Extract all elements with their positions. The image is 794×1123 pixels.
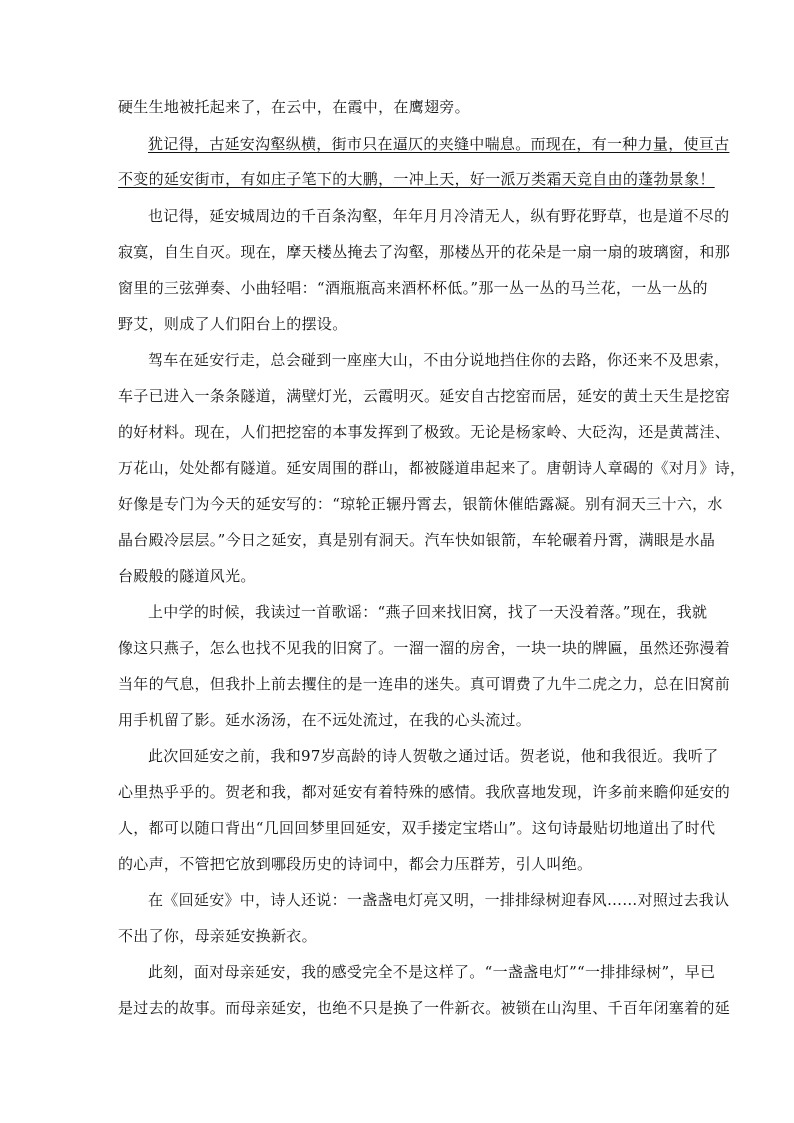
text-line: 在《回延安》中，诗人还说：一盏盏电灯亮又明，一排排绿树迎春风……对照过去我认 <box>148 891 730 909</box>
text-line: 上中学的时候，我读过一首歌谣：“燕子回来找旧窝，找了一天没着落。”现在，我就 <box>148 603 708 621</box>
text-line: 也记得，延安城周边的千百条沟壑，年年月月冷清无人，纵有野花野草，也是道不尽的 <box>148 207 730 225</box>
text-line: 此刻，面对母亲延安，我的感受完全不是这样了。“一盏盏电灯”“一排排绿树”，早已 <box>148 963 716 981</box>
text-line-underlined: 不变的延安街市，有如庄子笔下的大鹏，一冲上天，好一派万类霜天竞自由的蓬勃景象！ <box>118 170 715 188</box>
text-line: 车子已进入一条条隧道，满壁灯光，云霞明灭。延安自古挖窑而居，延安的黄土天生是挖窑 <box>118 387 731 405</box>
text-line: 当年的气息，但我扑上前去攫住的是一连串的迷失。真可谓费了九牛二虎之力，总在旧窝前 <box>118 675 731 693</box>
text-line: 用手机留了影。延水汤汤，在不远处流过，在我的心头流过。 <box>118 711 532 729</box>
text-line: 野艾，则成了人们阳台上的摆设。 <box>118 315 348 333</box>
text-line: 人，都可以随口背出“几回回梦里回延安，双手搂定宝塔山”。这句诗最贴切地道出了时代 <box>118 819 716 837</box>
text-line: 窗里的三弦弹奏、小曲轻唱：“酒瓶瓶高来酒杯杯低。”那一丛一丛的马兰花，一丛一丛的 <box>118 279 708 297</box>
text-line: 寂寞，自生自灭。现在，摩天楼丛掩去了沟壑，那楼丛开的花朵是一扇一扇的玻璃窗，和那 <box>118 243 731 261</box>
text-line: 像这只燕子，怎么也找不见我的旧窝了。一溜一溜的房舍，一块一块的牌匾，虽然还弥漫着 <box>118 639 731 657</box>
text-line-underlined: 犹记得，古延安沟壑纵横，街市只在逼仄的夹缝中喘息。而现在，有一种力量，使亘古 <box>148 135 730 153</box>
text-line: 硬生生地被托起来了，在云中，在霞中，在鹰翅旁。 <box>118 98 470 116</box>
text-line: 此次回延安之前，我和97岁高龄的诗人贺敬之通过话。贺老说，他和我很近。我听了 <box>148 747 719 765</box>
text-line: 台殿般的隧道风光。 <box>118 567 256 585</box>
text-line: 好像是专门为今天的延安写的：“琼轮正辗丹霄去，银箭休催皓露凝。别有洞天三十六，水 <box>118 495 723 513</box>
text-line: 的心声，不管把它放到哪段历史的诗词中，都会力压群芳，引人叫绝。 <box>118 855 593 873</box>
text-line: 万花山，处处都有隧道。延安周围的群山，都被隧道串起来了。唐朝诗人章碣的《对月》诗， <box>118 459 746 477</box>
text-line: 不出了你，母亲延安换新衣。 <box>118 927 317 945</box>
text-line: 驾车在延安行走，总会碰到一座座大山，不由分说地挡住你的去路，你还来不及思索， <box>148 351 730 369</box>
text-line: 的好材料。现在，人们把挖窑的本事发挥到了极致。无论是杨家岭、大砭沟，还是黄蒿洼、 <box>118 423 731 441</box>
text-line: 是过去的故事。而母亲延安，也绝不只是换了一件新衣。被锁在山沟里、千百年闭塞着的延 <box>118 999 731 1017</box>
text-line: 晶台殿冷层层。”今日之延安，真是别有洞天。汽车快如银箭，车轮碾着丹霄，满眼是水晶 <box>118 531 716 549</box>
text-line: 心里热乎乎的。贺老和我，都对延安有着特殊的感情。我欣喜地发现，许多前来瞻仰延安的 <box>118 783 731 801</box>
